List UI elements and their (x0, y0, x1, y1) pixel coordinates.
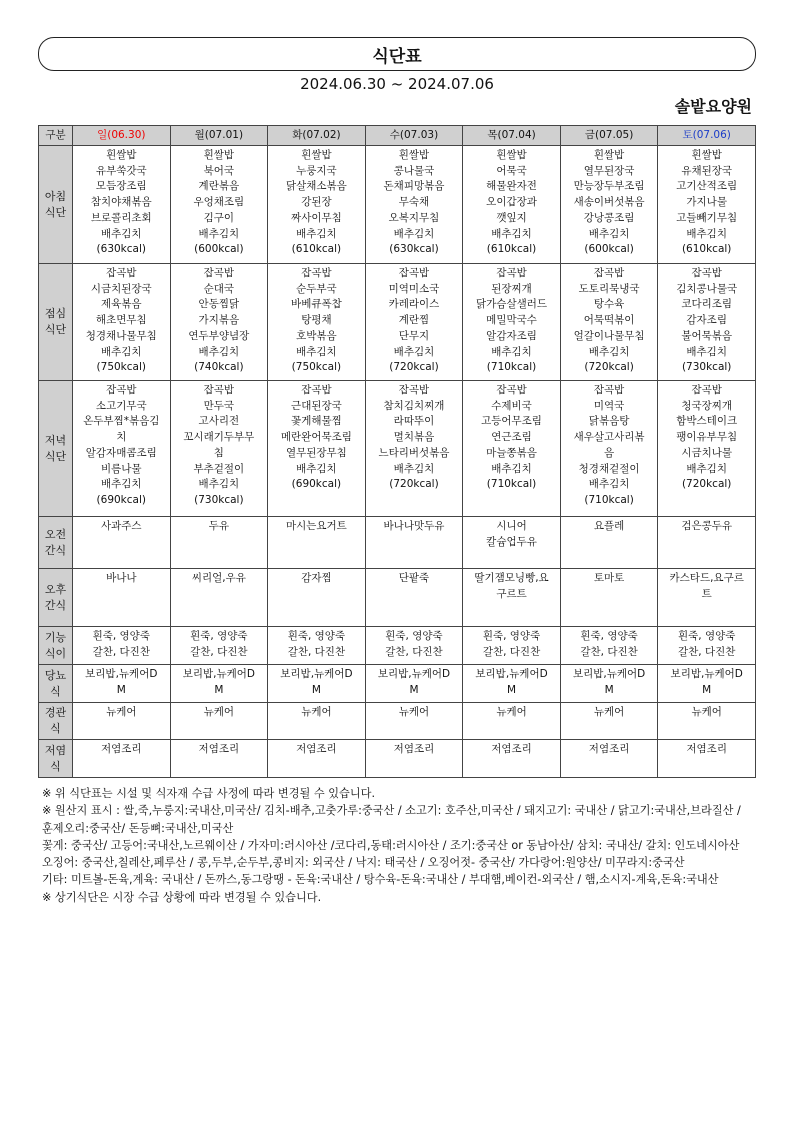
note-line: ※ 위 식단표는 시설 및 식자재 수급 사정에 따라 변경될 수 있습니다. (42, 787, 376, 800)
table-row-diabetic-diet (39, 665, 756, 703)
table-row-functional-diet (39, 627, 756, 665)
row-label: 기능 식이 (39, 627, 73, 665)
menu-cell: 흰쌀밥 어묵국 해물완자전 오이갑장과 깻잎지 배추김치 (610kcal) (463, 146, 561, 264)
menu-cell: 뉴케어 (463, 703, 561, 740)
menu-cell: 뉴케어 (658, 703, 756, 740)
menu-cell: 흰쌀밥 유채된장국 고기산적조림 가지나물 고들빼기무침 배추김치 (610kcal) (658, 146, 756, 264)
menu-cell: 씨리얼,우유 (170, 569, 268, 627)
menu-cell: 검은콩두유 (658, 517, 756, 569)
menu-cell: 저염조리 (365, 740, 463, 778)
menu-cell: 잡곡밥 참치김치찌개 라따뚜이 멸치볶음 느타리버섯볶음 배추김치 (720kcal) (365, 381, 463, 517)
menu-cell: 토마토 (560, 569, 658, 627)
row-label: 저녁 식단 (39, 381, 73, 517)
notes-section (42, 785, 754, 906)
menu-cell: 보리밥,뉴케어D M (268, 665, 366, 703)
menu-cell: 잡곡밥 만두국 고사리전 꼬시래기두부무 침 부추겉절이 배추김치 (730kcal) (170, 381, 268, 517)
page-title: 식단표 (372, 46, 422, 67)
menu-cell: 흰쌀밥 유부쑥갓국 모듬장조림 참치야채볶음 브로콜리초회 배추김치 (630kcal) (73, 146, 171, 264)
table-row-low-sodium (39, 740, 756, 778)
row-label: 경관 식 (39, 703, 73, 740)
menu-cell: 마시는요거트 (268, 517, 366, 569)
institution-name: 솔밭요양원 (674, 97, 752, 116)
menu-cell: 보리밥,뉴케어D M (73, 665, 171, 703)
day-header-tue: 화(07.02) (268, 126, 366, 146)
menu-cell: 흰죽, 영양죽 갈찬, 다진찬 (73, 627, 171, 665)
menu-cell: 흰쌀밥 누룽지국 닭살채소볶음 강된장 짜사이무침 배추김치 (610kcal) (268, 146, 366, 264)
table-row-afternoon-snack (39, 569, 756, 627)
menu-cell: 흰쌀밥 콩나물국 돈채피망볶음 무숙채 오복지무침 배추김치 (630kcal) (365, 146, 463, 264)
row-label: 아침 식단 (39, 146, 73, 264)
row-label: 당뇨 식 (39, 665, 73, 703)
menu-cell: 보리밥,뉴케어D M (658, 665, 756, 703)
menu-cell: 잡곡밥 수제비국 고등어무조림 연근조림 마늘쫑볶음 배추김치 (710kcal) (463, 381, 561, 517)
menu-cell: 사과주스 (73, 517, 171, 569)
menu-cell: 저염조리 (463, 740, 561, 778)
table-row-breakfast (39, 146, 756, 264)
menu-cell: 뉴케어 (73, 703, 171, 740)
menu-cell: 흰죽, 영양죽 갈찬, 다진찬 (268, 627, 366, 665)
menu-cell: 잡곡밥 소고기무국 온두부찜*볶음김 치 알감자매콤조림 비름나물 배추김치 (690kcal) (73, 381, 171, 517)
table-row-dinner (39, 381, 756, 517)
menu-cell: 잡곡밥 시금치된장국 제육볶음 해초면무침 청경채나물무침 배추김치 (750kcal) (73, 264, 171, 381)
menu-cell: 보리밥,뉴케어D M (365, 665, 463, 703)
day-header-thu: 목(07.04) (463, 126, 561, 146)
menu-cell: 요플레 (560, 517, 658, 569)
day-header-sun: 일(06.30) (73, 126, 171, 146)
note-line: ※ 원산지 표시 : 쌀,죽,누룽지:국내산,미국산/ 김치-배추,고춧가루:중국산 / 소고기: 호주산,미국산 / 돼지고기: 국내산 / 닭고기:국내산,브라질산 / 훈제오리:중국산/ 돈등뼈:국내산,미국산 (42, 804, 741, 835)
menu-cell: 두유 (170, 517, 268, 569)
row-label: 점심 식단 (39, 264, 73, 381)
menu-cell: 잡곡밥 청국장찌개 함박스테이크 팽이유부무침 시금치나물 배추김치 (720kcal) (658, 381, 756, 517)
menu-cell: 보리밥,뉴케어D M (560, 665, 658, 703)
menu-cell: 흰죽, 영양죽 갈찬, 다진찬 (463, 627, 561, 665)
menu-cell: 뉴케어 (365, 703, 463, 740)
menu-cell: 감자찜 (268, 569, 366, 627)
note-line: ※ 상기식단은 시장 수급 상황에 따라 변경될 수 있습니다. (42, 890, 322, 904)
day-header-fri: 금(07.05) (560, 126, 658, 146)
menu-cell: 흰죽, 영양죽 갈찬, 다진찬 (658, 627, 756, 665)
menu-cell: 뉴케어 (560, 703, 658, 740)
table-row-morning-snack (39, 517, 756, 569)
menu-cell: 흰쌀밥 열무된장국 만능장두부조림 새송이버섯볶음 강낭콩조림 배추김치 (600kcal) (560, 146, 658, 264)
menu-cell: 잡곡밥 미역국 닭볶음탕 새우살고사리볶 음 청경채겉절이 배추김치 (710kcal) (560, 381, 658, 517)
table-row-tube-feeding (39, 703, 756, 740)
menu-cell: 잡곡밥 순두부국 바베큐폭찹 탕평채 호박볶음 배추김치 (750kcal) (268, 264, 366, 381)
row-label: 오후 간식 (39, 569, 73, 627)
menu-cell: 시니어 칼슘업두유 (463, 517, 561, 569)
menu-cell: 바나나맛두유 (365, 517, 463, 569)
note-line: 기타: 미트볼-돈육,계육: 국내산 / 돈까스,동그랑땡 - 돈육:국내산 / 탕수육-돈육:국내산 / 부대햄,베이컨-외국산 / 햄,소시지-계육,돈육:국내산 (42, 873, 719, 887)
table-header-row (39, 126, 756, 146)
menu-cell: 잡곡밥 순대국 안동찜닭 가지볶음 연두부양념장 배추김치 (740kcal) (170, 264, 268, 381)
menu-cell: 단팥죽 (365, 569, 463, 627)
day-header-wed: 수(07.03) (365, 126, 463, 146)
menu-cell: 잡곡밥 김치콩나물국 코다리조림 감자조림 불어묵볶음 배추김치 (730kcal) (658, 264, 756, 381)
menu-cell: 흰죽, 영양죽 갈찬, 다진찬 (365, 627, 463, 665)
note-line: 오징어: 중국산,칠레산,페루산 / 콩,두부,순두부,콩비지: 외국산 / 낙지: 태국산 / 오징어젓- 중국산/ 가다랑어:원양산/ 미꾸라지:중국산 (42, 856, 685, 870)
menu-cell: 저염조리 (73, 740, 171, 778)
table-row-lunch (39, 264, 756, 381)
day-header-sat: 토(07.06) (658, 126, 756, 146)
menu-title-box (38, 37, 756, 71)
date-range: 2024.06.30 ~ 2024.07.06 (300, 75, 494, 93)
row-label: 저염 식 (39, 740, 73, 778)
menu-cell: 보리밥,뉴케어D M (170, 665, 268, 703)
menu-cell: 잡곡밥 근대된장국 꽃게해물찜 메란완어묵조림 열무된장무침 배추김치 (690kcal) (268, 381, 366, 517)
day-header-mon: 월(07.01) (170, 126, 268, 146)
menu-cell: 카스타드,요구르 트 (658, 569, 756, 627)
menu-cell: 잡곡밥 된장찌개 닭가슴살샐러드 메밀막국수 알감자조림 배추김치 (710kcal) (463, 264, 561, 381)
menu-cell: 저염조리 (268, 740, 366, 778)
menu-cell: 잡곡밥 미역미소국 카레라이스 계란찜 단무지 배추김치 (720kcal) (365, 264, 463, 381)
menu-cell: 흰쌀밥 북어국 계란볶음 우엉채조림 김구이 배추김치 (600kcal) (170, 146, 268, 264)
meal-plan-table (38, 125, 756, 778)
menu-cell: 보리밥,뉴케어D M (463, 665, 561, 703)
menu-cell: 저염조리 (658, 740, 756, 778)
menu-cell: 잡곡밥 도토리묵냉국 탕수육 어묵떡볶이 얼갈이나물무침 배추김치 (720kcal) (560, 264, 658, 381)
menu-cell: 뉴케어 (170, 703, 268, 740)
menu-cell: 저염조리 (560, 740, 658, 778)
menu-cell: 저염조리 (170, 740, 268, 778)
note-line: 꽃게: 중국산/ 고등어:국내산,노르웨이산 / 가자미:러시아산 /코다리,동태:러시아산 / 조기:중국산 or 동남아산/ 삼치: 국내산/ 갈치: 인도네시아산 (42, 838, 740, 852)
category-header: 구분 (39, 126, 73, 146)
menu-cell: 뉴케어 (268, 703, 366, 740)
row-label: 오전 간식 (39, 517, 73, 569)
menu-cell: 흰죽, 영양죽 갈찬, 다진찬 (170, 627, 268, 665)
menu-cell: 딸기잼모닝빵,요 구르트 (463, 569, 561, 627)
menu-cell: 흰죽, 영양죽 갈찬, 다진찬 (560, 627, 658, 665)
menu-cell: 바나나 (73, 569, 171, 627)
